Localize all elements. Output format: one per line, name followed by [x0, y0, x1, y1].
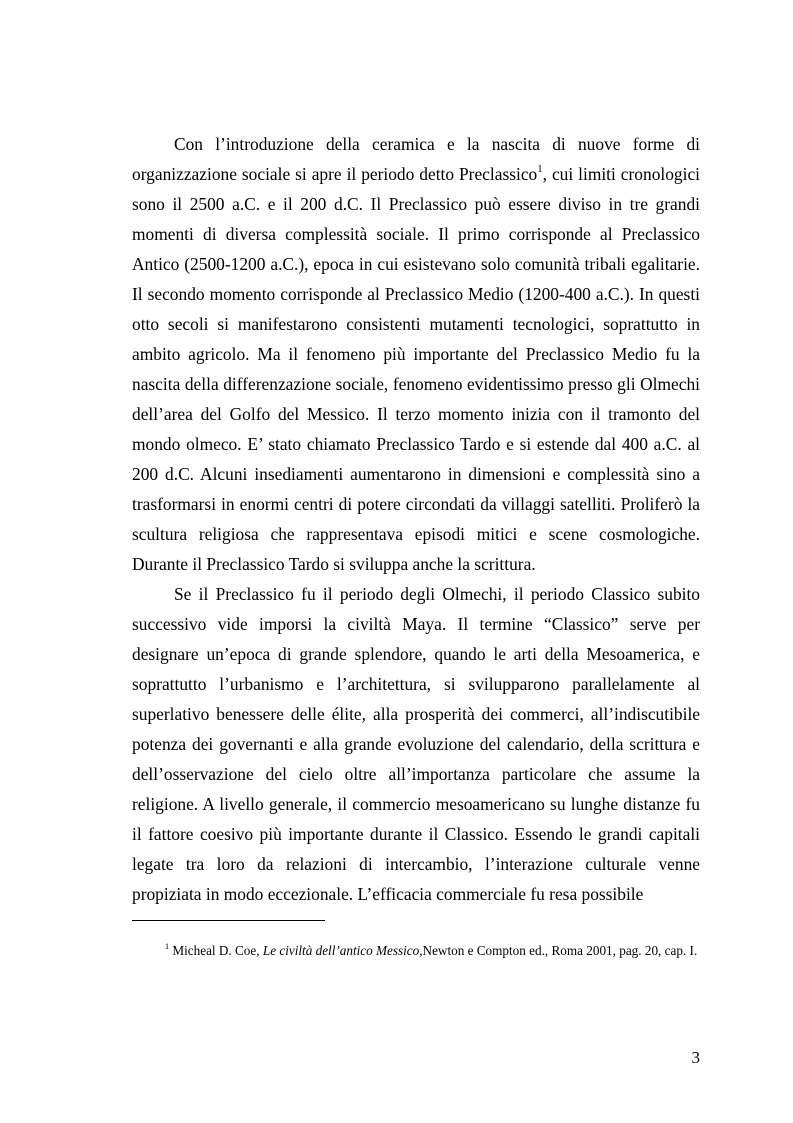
footnote-details: ,Newton e Compton ed., Roma 2001, pag. 20, cap. I.: [419, 943, 698, 958]
page-number: 3: [691, 1048, 700, 1067]
paragraph-classico: Se il Preclassico fu il periodo degli Olmechi, il periodo Classico subito successivo vide imporsi la civiltà Maya. Il termine “Classico” serve per designare un’epoca di grande splendore, quando le arti della Mesoamerica, e soprattutto l’urbanismo e l’architettura, si svilupparono parallelamente al superlativo benessere delle élite, alla prosperità dei commerci, all’indiscutibile potenza dei governanti e alla grande evoluzione del calendario, della scrittura e dell’osservazione del cielo oltre all’importanza particolare che assume la religione. A livello generale, il commercio mesoamericano su lunghe distanze fu il fattore coesivo più importante durante il Classico. Essendo le grandi capitali legate tra loro da relazioni di intercambio, l’interazione culturale venne propiziata in modo eccezionale. L’efficacia commerciale fu resa possibile: [132, 584, 700, 904]
footnote-author: Micheal D. Coe,: [169, 943, 263, 958]
footnote-title: Le civiltà dell’antico Messico: [262, 943, 420, 958]
footnote-number: 1: [165, 941, 170, 951]
footnote: [132, 938, 700, 963]
body-text: [132, 129, 700, 909]
paragraph-1-text-b: , cui limiti cronologici sono il 2500 a.C. e il 200 d.C. Il Preclassico può essere diviso in tre grandi momenti di diversa complessità sociale. Il primo corrisponde al Preclassico Antico (2500-1200 a.C.), epoca in cui esistevano solo comunità tribali egalitarie. Il secondo momento corrisponde al Preclassico Medio (1200-400 a.C.). In questi otto secoli si manifestarono consistenti mutamenti tecnologici, soprattutto in ambito agricolo. Ma il fenomeno più importante del Preclassico Medio fu la nascita della differenzazione sociale, fenomeno evidentissimo presso gli Olmechi dell’area del Golfo del Messico. Il terzo momento inizia con il tramonto del mondo olmeco. E’ stato chiamato Preclassico Tardo e si estende dal 400 a.C. al 200 d.C. Alcuni insediamenti aumentarono in dimensioni e complessità sino a trasformarsi in enormi centri di potere circondati da villaggi satelliti. Proliferò la scultura religiosa che rappresentava episodi mitici e scene cosmologiche. Durante il Preclassico Tardo si sviluppa anche la scrittura.: [132, 164, 700, 574]
paragraph-1-text-a: Con l’introduzione della ceramica e la nascita di nuove forme di organizzazione sociale si apre il periodo detto Preclassico: [132, 134, 700, 184]
footnote-separator: [132, 920, 325, 921]
paragraph-preclassico: [132, 129, 700, 579]
footnote-reference[interactable]: 1: [537, 163, 543, 176]
